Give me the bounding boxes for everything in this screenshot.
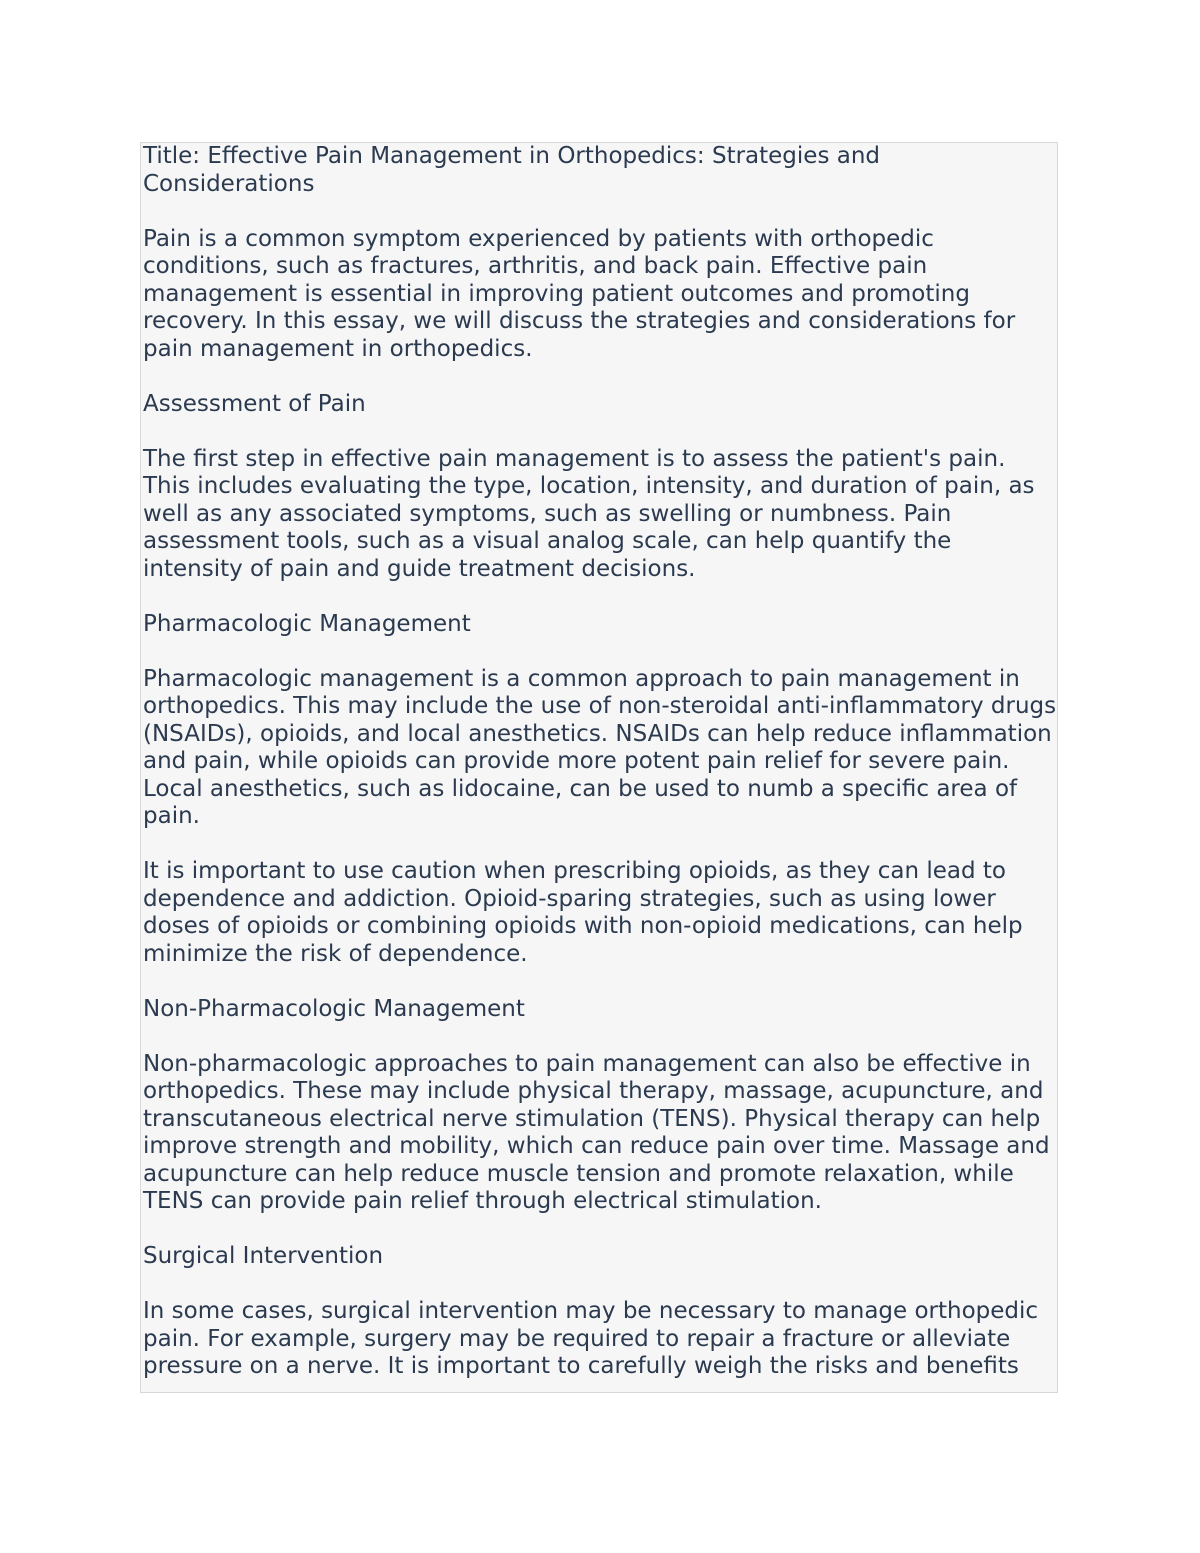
assessment-paragraph: The first step in effective pain management is to assess the patient's pain. This includes evaluating the type, location, intensity, and duration of pain, as well as any associated symptoms, such as swelling or numbness. Pain assessment tools, such as a visual analog scale, can help quantify the intensity of pain and guide treatment decisions. <box>143 445 1035 582</box>
document-title: Title: Effective Pain Management in Orthopedics: Strategies and Considerations <box>143 143 881 197</box>
document-text-box <box>140 142 1058 1393</box>
non-pharmacologic-paragraph: Non-pharmacologic approaches to pain management can also be effective in orthopedics. These may include physical therapy, massage, acupuncture, and transcutaneous electrical nerve stimulation (TENS). Physical therapy can help improve strength and mobility, which can reduce pain over time. Massage and acupuncture can help reduce muscle tension and promote relaxation, while TENS can provide pain relief through electrical stimulation. <box>143 1050 1050 1214</box>
document-body <box>141 143 1057 1381</box>
pharmacologic-paragraph-1: Pharmacologic management is a common approach to pain management in orthopedics. This may include the use of non-steroidal anti-inflammatory drugs (NSAIDs), opioids, and local anesthetics. NSAIDs can help reduce inflammation and pain, while opioids can provide more potent pain relief for severe pain. Local anesthetics, such as lidocaine, can be used to numb a specific area of pain. <box>143 665 1057 829</box>
pharmacologic-paragraph-2: It is important to use caution when prescribing opioids, as they can lead to dependence and addiction. Opioid-sparing strategies, such as using lower doses of opioids or combining opioids with non-opioid medications, can help minimize the risk of dependence. <box>143 858 1023 967</box>
section-heading-non-pharmacologic: Non-Pharmacologic Management <box>143 995 525 1022</box>
intro-paragraph: Pain is a common symptom experienced by patients with orthopedic conditions, such as fractures, arthritis, and back pain. Effective pain management is essential in improving patient outcomes and promoting recovery. In this essay, we will discuss the strategies and considerations for pain management in orthopedics. <box>143 225 1016 362</box>
section-heading-assessment: Assessment of Pain <box>143 390 366 417</box>
surgical-paragraph: In some cases, surgical intervention may be necessary to manage orthopedic pain. For example, surgery may be required to repair a fracture or alleviate pressure on a nerve. It is important to carefully weigh the risks and benefits <box>143 1298 1039 1379</box>
section-heading-surgical: Surgical Intervention <box>143 1243 384 1269</box>
section-heading-pharmacologic: Pharmacologic Management <box>143 610 471 637</box>
